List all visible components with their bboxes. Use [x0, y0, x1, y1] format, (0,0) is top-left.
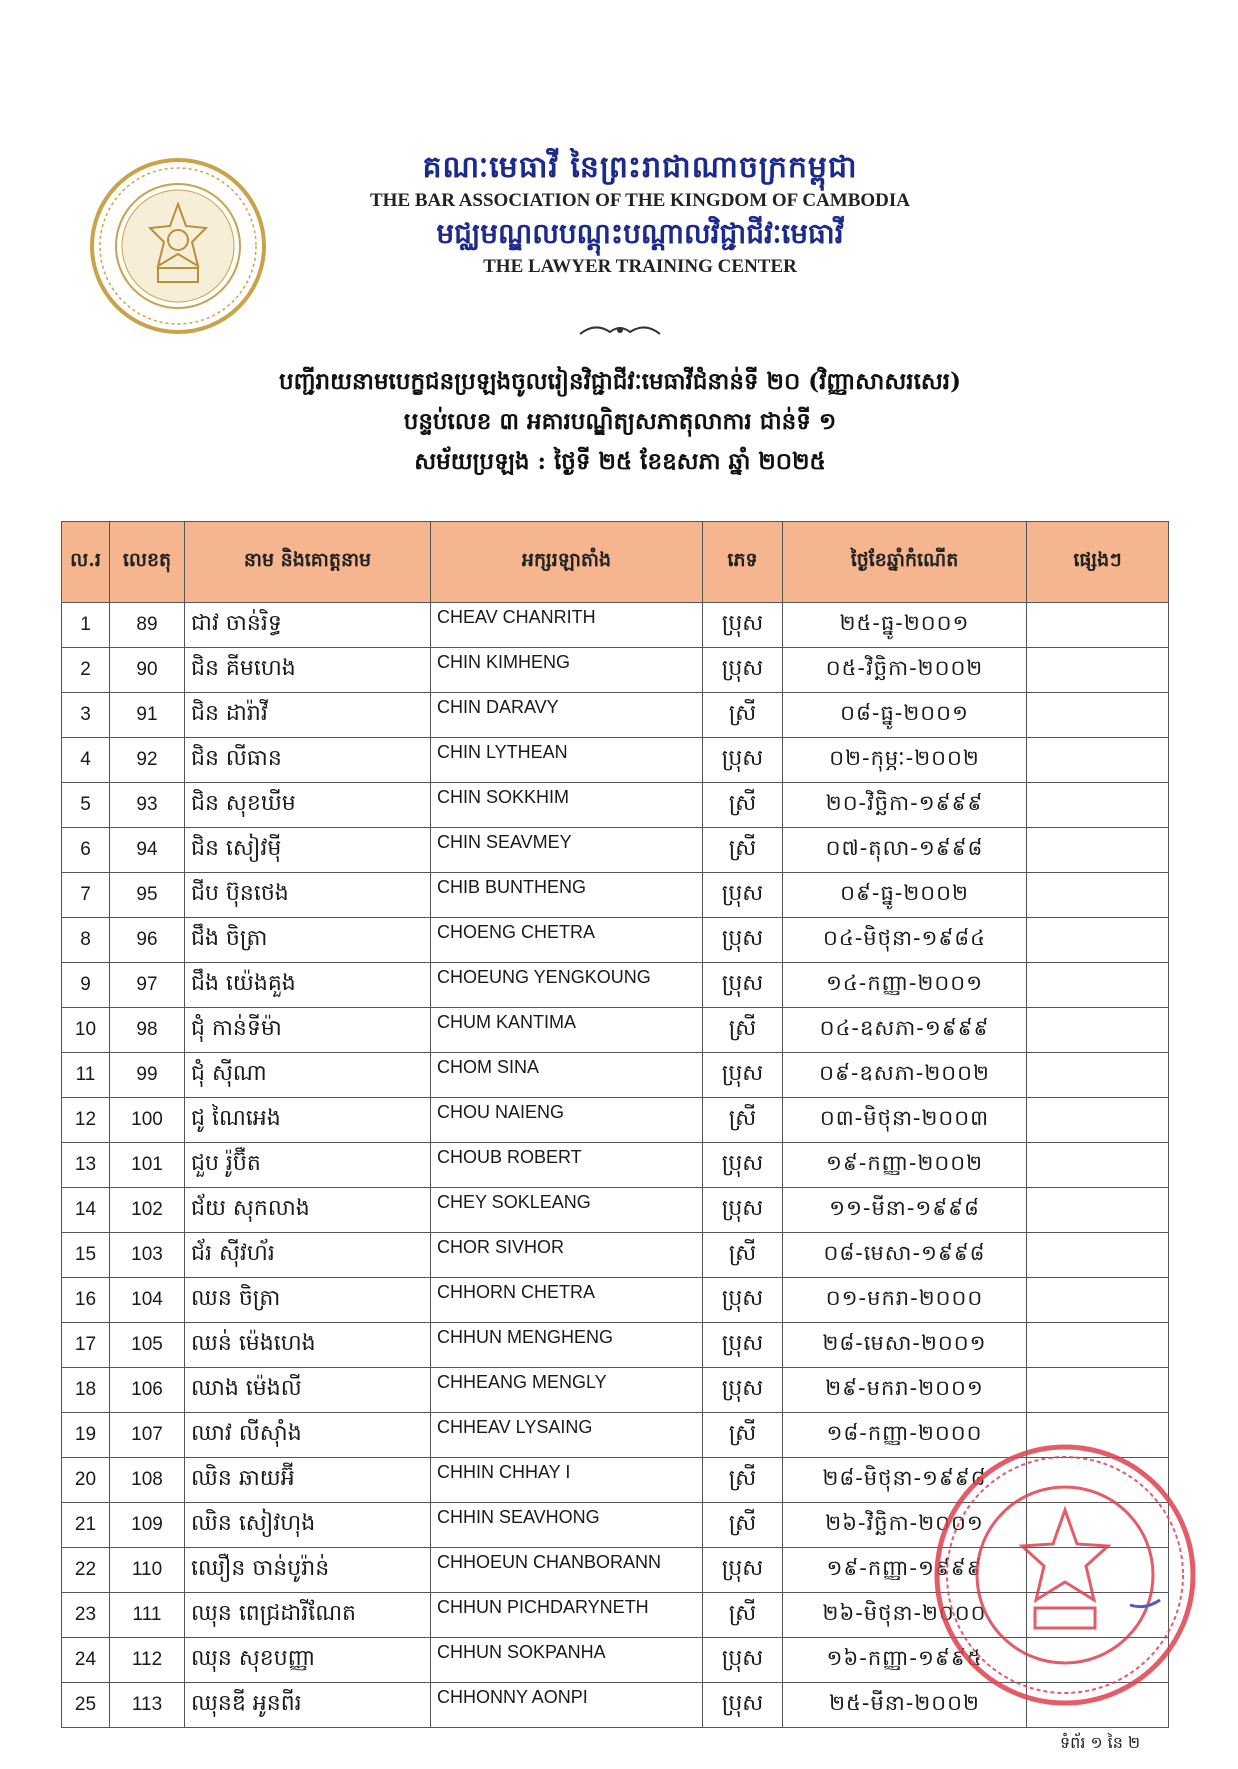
cell-name-kh: ជិន ដារ៉ាវី: [185, 693, 431, 738]
cell-no: 24: [62, 1638, 110, 1683]
title-line-3: សម័យប្រឡង : ថ្ងៃទី ២៥ ខែឧសភា ឆ្នាំ ២០២៥: [414, 448, 826, 475]
cell-no: 8: [62, 918, 110, 963]
cell-desk-id: 91: [110, 693, 185, 738]
table-row: [62, 648, 1169, 693]
cell-desk-id: 100: [110, 1098, 185, 1143]
header-gender: ភេទ: [703, 522, 783, 603]
cell-dob: ០២-កុម្ភៈ-២០០២: [783, 738, 1027, 783]
cell-gender: ប្រុស: [703, 1143, 783, 1188]
table-row: [62, 783, 1169, 828]
table-row: [62, 873, 1169, 918]
cell-other: [1027, 1278, 1169, 1323]
cell-name-kh: ជិន សៀវម៉ី: [185, 828, 431, 873]
cell-no: 4: [62, 738, 110, 783]
cell-desk-id: 89: [110, 603, 185, 648]
cell-other: [1027, 1143, 1169, 1188]
cell-dob: ០៧-តុលា-១៩៩៨: [783, 828, 1027, 873]
table-row: [62, 1368, 1169, 1413]
cell-name-latin: CHHIN SEAVHONG: [431, 1503, 703, 1548]
cell-name-kh: ជីប ប៊ុនថេង: [185, 873, 431, 918]
letterhead: [290, 148, 990, 280]
cell-dob: ២៦-វិច្ឆិកា-២០០១: [783, 1503, 1027, 1548]
cell-other: [1027, 738, 1169, 783]
table-row: [62, 1188, 1169, 1233]
cell-name-latin: CHOR SIVHOR: [431, 1233, 703, 1278]
cell-dob: ២៨-មេសា-២០០១: [783, 1323, 1027, 1368]
cell-other: [1027, 918, 1169, 963]
cell-no: 10: [62, 1008, 110, 1053]
cell-no: 17: [62, 1323, 110, 1368]
cell-name-kh: ឈាង ម៉េងលី: [185, 1368, 431, 1413]
cell-name-kh: ជុំ កាន់ទីម៉ា: [185, 1008, 431, 1053]
cell-dob: ២៨-មិថុនា-១៩៩៨: [783, 1458, 1027, 1503]
table-row: [62, 738, 1169, 783]
cell-other: [1027, 648, 1169, 693]
org-name-kh: គណៈមេធាវី នៃព្រះរាជាណាចក្រកម្ពុជា: [422, 150, 858, 185]
cell-no: 7: [62, 873, 110, 918]
cell-name-kh: ឈន់ ម៉េងហេង: [185, 1323, 431, 1368]
cell-name-kh: ជិន លីធាន: [185, 738, 431, 783]
cell-gender: ប្រុស: [703, 1368, 783, 1413]
cell-name-latin: CHOM SINA: [431, 1053, 703, 1098]
cell-other: [1027, 1368, 1169, 1413]
cell-other: [1027, 873, 1169, 918]
cell-dob: ០៨-ធ្នូ-២០០១: [783, 693, 1027, 738]
cell-other: [1027, 603, 1169, 648]
cell-desk-id: 104: [110, 1278, 185, 1323]
cell-gender: ស្រី: [703, 693, 783, 738]
cell-name-latin: CHHUN MENGHENG: [431, 1323, 703, 1368]
cell-name-latin: CHIN KIMHENG: [431, 648, 703, 693]
cell-gender: ប្រុស: [703, 1053, 783, 1098]
cell-dob: ២០-វិច្ឆិកា-១៩៩៩: [783, 783, 1027, 828]
cell-gender: ស្រី: [703, 1233, 783, 1278]
cell-name-latin: CHHORN CHETRA: [431, 1278, 703, 1323]
cell-name-latin: CHOU NAIENG: [431, 1098, 703, 1143]
cell-no: 23: [62, 1593, 110, 1638]
cell-dob: ០៤-ឧសភា-១៩៩៩: [783, 1008, 1027, 1053]
cell-other: [1027, 963, 1169, 1008]
cell-name-latin: CHHEANG MENGLY: [431, 1368, 703, 1413]
cell-dob: ០៤-មិថុនា-១៩៨៤: [783, 918, 1027, 963]
cell-desk-id: 99: [110, 1053, 185, 1098]
cell-dob: ០៩-ធ្នូ-២០០២: [783, 873, 1027, 918]
cell-no: 22: [62, 1548, 110, 1593]
cell-desk-id: 111: [110, 1593, 185, 1638]
official-stamp: [930, 1440, 1200, 1710]
cell-desk-id: 110: [110, 1548, 185, 1593]
cell-gender: ប្រុស: [703, 1278, 783, 1323]
title-line-1: បញ្ជីរាយនាមបេក្ខជនប្រឡងចូលរៀនវិជ្ជាជីវៈមេធាវីជំនាន់ទី ២០ (វិញ្ញាសាសរសេរ): [279, 368, 961, 395]
cell-no: 20: [62, 1458, 110, 1503]
cell-other: [1027, 1233, 1169, 1278]
document-title: [100, 362, 1140, 482]
cell-name-latin: CHUM KANTIMA: [431, 1008, 703, 1053]
center-name-kh: មជ្ឈមណ្ឌលបណ្តុះបណ្តាលវិជ្ជាជីវៈមេធាវី: [436, 217, 844, 250]
bar-association-seal: [88, 156, 268, 336]
cell-name-latin: CHHONNY AONPI: [431, 1683, 703, 1728]
cell-dob: ២៥-ធ្នូ-២០០១: [783, 603, 1027, 648]
cell-desk-id: 98: [110, 1008, 185, 1053]
header-other: ផ្សេងៗ: [1027, 522, 1169, 603]
cell-dob: ២៩-មករា-២០០១: [783, 1368, 1027, 1413]
cell-gender: ស្រី: [703, 1593, 783, 1638]
cell-desk-id: 103: [110, 1233, 185, 1278]
cell-name-latin: CHIN SOKKHIM: [431, 783, 703, 828]
cell-desk-id: 95: [110, 873, 185, 918]
cell-desk-id: 113: [110, 1683, 185, 1728]
cell-name-kh: ឈឿន ចាន់បូរ៉ាន់: [185, 1548, 431, 1593]
table-row: [62, 1233, 1169, 1278]
cell-no: 14: [62, 1188, 110, 1233]
cell-no: 6: [62, 828, 110, 873]
cell-gender: ប្រុស: [703, 918, 783, 963]
cell-gender: ស្រី: [703, 783, 783, 828]
table-row: [62, 828, 1169, 873]
cell-desk-id: 96: [110, 918, 185, 963]
cell-gender: ប្រុស: [703, 1548, 783, 1593]
cell-desk-id: 94: [110, 828, 185, 873]
cell-no: 5: [62, 783, 110, 828]
cell-name-latin: CHIB BUNTHENG: [431, 873, 703, 918]
table-row: [62, 1143, 1169, 1188]
cell-gender: ប្រុស: [703, 1683, 783, 1728]
cell-dob: ១៩-កញ្ញា-២០០២: [783, 1143, 1027, 1188]
cell-no: 19: [62, 1413, 110, 1458]
cell-other: [1027, 1053, 1169, 1098]
cell-desk-id: 90: [110, 648, 185, 693]
cell-desk-id: 107: [110, 1413, 185, 1458]
cell-no: 13: [62, 1143, 110, 1188]
cell-name-kh: ជូ ណៃអេង: [185, 1098, 431, 1143]
cell-name-kh: ជ័រ ស៊ីវហ័រ: [185, 1233, 431, 1278]
table-row: [62, 1278, 1169, 1323]
cell-gender: ប្រុស: [703, 873, 783, 918]
cell-other: [1027, 828, 1169, 873]
cell-name-latin: CHEAV CHANRITH: [431, 603, 703, 648]
cell-other: [1027, 1188, 1169, 1233]
cell-no: 3: [62, 693, 110, 738]
cell-gender: ស្រី: [703, 1503, 783, 1548]
cell-gender: ប្រុស: [703, 1188, 783, 1233]
cell-dob: ០៣-មិថុនា-២០០៣: [783, 1098, 1027, 1143]
cell-other: [1027, 1323, 1169, 1368]
header-dob: ថ្ងៃខែឆ្នាំកំណើត: [783, 522, 1027, 603]
cell-no: 12: [62, 1098, 110, 1143]
cell-other: [1027, 1008, 1169, 1053]
cell-no: 18: [62, 1368, 110, 1413]
cell-dob: ០៥-វិច្ឆិកា-២០០២: [783, 648, 1027, 693]
cell-dob: ០៨-មេសា-១៩៩៨: [783, 1233, 1027, 1278]
cell-no: 15: [62, 1233, 110, 1278]
cell-desk-id: 112: [110, 1638, 185, 1683]
table-row: [62, 1053, 1169, 1098]
cell-no: 16: [62, 1278, 110, 1323]
cell-desk-id: 105: [110, 1323, 185, 1368]
cell-name-kh: ឈុន ពេជ្រដារីណែត: [185, 1593, 431, 1638]
cell-desk-id: 108: [110, 1458, 185, 1503]
cell-desk-id: 93: [110, 783, 185, 828]
cell-name-kh: ជុំ ស៊ីណា: [185, 1053, 431, 1098]
table-row: [62, 1323, 1169, 1368]
table-row: [62, 963, 1169, 1008]
cell-name-latin: CHIN DARAVY: [431, 693, 703, 738]
cell-name-kh: ឈុន សុខបញ្ញា: [185, 1638, 431, 1683]
header-id: លេខតុ: [110, 522, 185, 603]
cell-no: 1: [62, 603, 110, 648]
cell-dob: ១៩-កញ្ញា-១៩៩៩: [783, 1548, 1027, 1593]
table-row: [62, 1008, 1169, 1053]
cell-gender: ស្រី: [703, 1458, 783, 1503]
table-row: [62, 1098, 1169, 1143]
cell-gender: ស្រី: [703, 1413, 783, 1458]
cell-no: 9: [62, 963, 110, 1008]
title-line-2: បន្ទប់លេខ ៣ អគារបណ្ឌិត្យសភាតុលាការ ជាន់ទី ១: [403, 408, 837, 435]
cell-gender: ស្រី: [703, 828, 783, 873]
cell-name-kh: ឈិន សៀវហុង: [185, 1503, 431, 1548]
page-number: ទំព័រ ១ នៃ ២: [1060, 1733, 1141, 1752]
cell-gender: ស្រី: [703, 1008, 783, 1053]
cell-name-latin: CHHIN CHHAY I: [431, 1458, 703, 1503]
cell-name-kh: ជាវ ចាន់រិទ្ធ: [185, 603, 431, 648]
cell-name-kh: ឈុនឌី អូនពីរ: [185, 1683, 431, 1728]
cell-name-latin: CHHEAV LYSAING: [431, 1413, 703, 1458]
center-name-en: THE LAWYER TRAINING CENTER: [483, 256, 797, 277]
cell-name-latin: CHHUN PICHDARYNETH: [431, 1593, 703, 1638]
cell-other: [1027, 1098, 1169, 1143]
cell-desk-id: 106: [110, 1368, 185, 1413]
cell-dob: ២៦-មិថុនា-២០០០: [783, 1593, 1027, 1638]
cell-dob: ១៦-កញ្ញា-១៩៩៥: [783, 1638, 1027, 1683]
cell-name-latin: CHOENG CHETRA: [431, 918, 703, 963]
cell-name-kh: ឈន ចិត្រា: [185, 1278, 431, 1323]
cell-gender: ប្រុស: [703, 963, 783, 1008]
cell-desk-id: 109: [110, 1503, 185, 1548]
cell-desk-id: 92: [110, 738, 185, 783]
cell-dob: ១១-មីនា-១៩៩៨: [783, 1188, 1027, 1233]
cell-name-kh: ឈិន ឆាយអ៊ី: [185, 1458, 431, 1503]
cell-desk-id: 97: [110, 963, 185, 1008]
cell-name-kh: ជឹង ចិត្រា: [185, 918, 431, 963]
cell-desk-id: 102: [110, 1188, 185, 1233]
cell-other: [1027, 693, 1169, 738]
org-name-en: THE BAR ASSOCIATION OF THE KINGDOM OF CAMBODIA: [370, 190, 910, 211]
cell-gender: ប្រុស: [703, 603, 783, 648]
cell-no: 2: [62, 648, 110, 693]
cell-name-latin: CHOEUNG YENGKOUNG: [431, 963, 703, 1008]
cell-name-latin: CHIN LYTHEAN: [431, 738, 703, 783]
header-name-latin: អក្សរឡាតាំង: [431, 522, 703, 603]
cell-other: [1027, 783, 1169, 828]
table-row: [62, 603, 1169, 648]
cell-name-latin: CHIN SEAVMEY: [431, 828, 703, 873]
cell-no: 21: [62, 1503, 110, 1548]
table-header-row: [62, 522, 1169, 603]
header-no: ល.រ: [62, 522, 110, 603]
cell-dob: ២៥-មីនា-២០០២: [783, 1683, 1027, 1728]
table-row: [62, 918, 1169, 963]
cell-dob: ០១-មករា-២០០០: [783, 1278, 1027, 1323]
table-row: [62, 693, 1169, 738]
cell-no: 11: [62, 1053, 110, 1098]
cell-dob: ១៤-កញ្ញា-២០០១: [783, 963, 1027, 1008]
cell-name-kh: ជឹង យ៉េងគួង: [185, 963, 431, 1008]
cell-desk-id: 101: [110, 1143, 185, 1188]
cell-gender: ប្រុស: [703, 1638, 783, 1683]
cell-name-latin: CHHUN SOKPANHA: [431, 1638, 703, 1683]
cell-name-kh: ជ័យ សុកលាង: [185, 1188, 431, 1233]
cell-gender: ប្រុស: [703, 738, 783, 783]
cell-gender: ប្រុស: [703, 648, 783, 693]
ornament-icon: [575, 320, 665, 340]
cell-dob: ០៩-ឧសភា-២០០២: [783, 1053, 1027, 1098]
cell-name-kh: ជួប រ៉ូប៊ឺត: [185, 1143, 431, 1188]
cell-dob: ១៨-កញ្ញា-២០០០: [783, 1413, 1027, 1458]
cell-name-latin: CHHOEUN CHANBORANN: [431, 1548, 703, 1593]
cell-name-kh: ជិន គីមហេង: [185, 648, 431, 693]
cell-name-latin: CHOUB ROBERT: [431, 1143, 703, 1188]
cell-name-latin: CHEY SOKLEANG: [431, 1188, 703, 1233]
cell-no: 25: [62, 1683, 110, 1728]
cell-name-kh: ជិន សុខឃីម: [185, 783, 431, 828]
cell-gender: ប្រុស: [703, 1323, 783, 1368]
cell-name-kh: ឈាវ លីស៊ាំង: [185, 1413, 431, 1458]
cell-gender: ស្រី: [703, 1098, 783, 1143]
header-name-kh: នាម និងគោត្តនាម: [185, 522, 431, 603]
